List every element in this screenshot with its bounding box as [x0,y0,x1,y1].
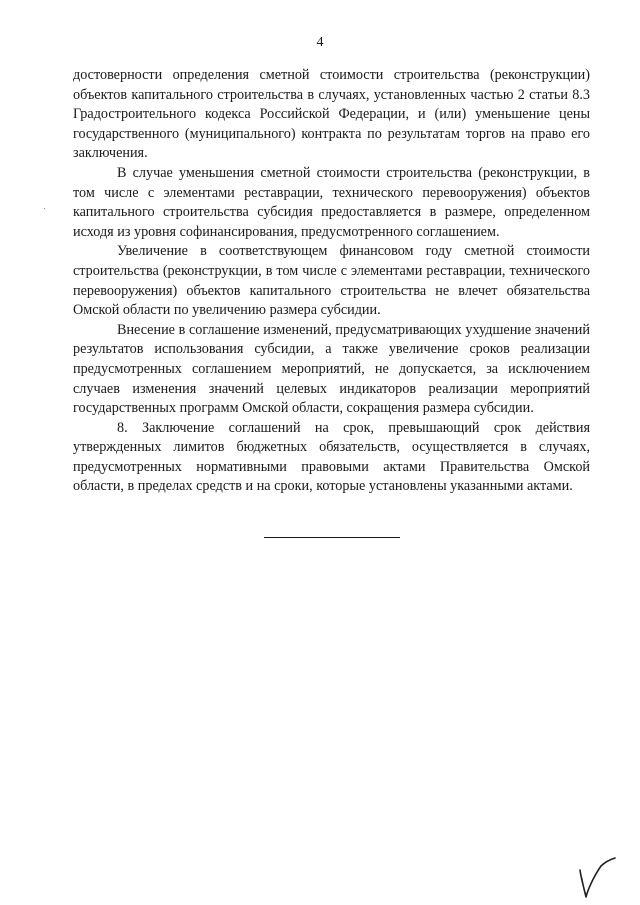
margin-mark [44,208,45,209]
paragraph-item-8: 8. Заключение соглашений на срок, превышающий срок действия утвержденных лимитов бюджетных обязательств, осуществляется в случаях, предусмотренных нормативными правовыми актами Правительства Омской области, в пределах средств и на сроки, которые установлены указанными актами. [73,419,590,495]
paragraph-continuation: достоверности определения сметной стоимости строительства (реконструкции) объектов капитального строительства в случаях, установленных частью 2 статьи 8.3 Градостроительного кодекса Российской Федерации, и (или) уменьшение цены государственного (муниципального) контракта по результатам торгов на право его заключения. [73,67,590,162]
paragraph-estimate-reduction: В случае уменьшения сметной стоимости строительства (реконструкции, в том числе с элементами реставрации, технического перевооружения) объектов капитального строительства субсидия предоставляется в размере, определенном исходя из уровня софинансирования, предусмотренного соглашением. [73,164,590,240]
end-separator-line [264,537,400,538]
document-body [73,66,590,497]
signature-mark [574,856,618,900]
paragraph-agreement-changes: Внесение в соглашение изменений, предусматривающих ухудшение значений результатов использования субсидии, а также увеличение сроков реализации предусмотренных соглашением мероприятий, не допускается, за исключением случаев изменения значений целевых индикаторов реализации мероприятий государственных программ Омской области, сокращения размера субсидии. [73,321,590,417]
page-number: 4 [316,35,324,50]
paragraph-estimate-increase: Увеличение в соответствующем финансовом году сметной стоимости строительства (реконструкции, в том числе с элементами реставрации, технического перевооружения) объектов капитального строительства не влечет обязательства Омской области по увеличению размера субсидии. [73,243,590,319]
